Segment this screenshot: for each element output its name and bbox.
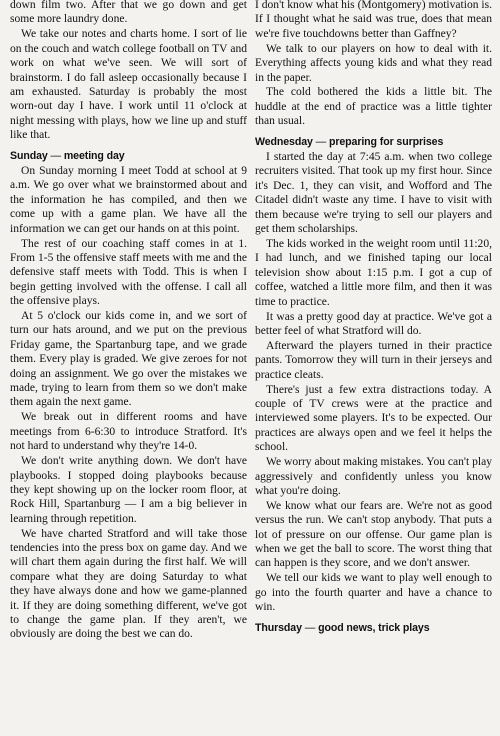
paragraph: I don't know what his (Montgomery) motivation is. If I thought what he said was true, does that mean we're five touchdowns better than Gaffney?: [255, 0, 492, 40]
left-column: [10, 0, 247, 736]
heading-subtitle: meeting day: [63, 149, 125, 162]
heading-day: Sunday: [10, 149, 48, 162]
paragraph: On Sunday morning I meet Todd at school at 9 a.m. We go over what we brainstormed about and the information he has compiled, and then we come up with a game plan. We have all the information we can get our hands on at this point.: [10, 164, 247, 235]
paragraph: We worry about making mistakes. You can't play aggressively and confidently unless you know what you're doing.: [255, 456, 492, 497]
paragraph: Afterward the players turned in their practice pants. Tomorrow they will turn in their jerseys and practice cleats.: [255, 339, 492, 381]
paragraph: We take our notes and charts home. I sort of lie on the couch and watch college football on TV and work on what we've seen. We will sort of brainstorm. I do fall asleep occasionally because I am exhausted. Saturday is probably the most worn-out day I have. I work until 11 o'clock at night messing with plays, how we line up and stuff like that.: [10, 28, 247, 142]
paragraph: At 5 o'clock our kids come in, and we sort of turn our hats around, and we put on the previous Friday game, the Spartanburg tape, and we grade them. Every play is graded. We give zeroes for not doing an assignment. We go over the mistakes we made, trying to learn from them so we don't make them again the next game.: [10, 310, 247, 409]
paragraph: We break out in different rooms and have meetings from 6-6:30 to introduce Stratford. It's not hard to understand why they're 14-0.: [10, 411, 247, 453]
paragraph: There's just a few extra distractions today. A couple of TV crews were at the practice and interviewed some players. It's to be expected. Our practices are always open and we feel it helps the school.: [255, 383, 492, 454]
right-column: [255, 0, 492, 736]
section-heading-wednesday: Wednesday — preparing for surprises: [255, 135, 444, 148]
heading-subtitle: preparing for surprises: [328, 135, 444, 148]
paragraph: The cold bothered the kids a little bit. The huddle at the end of practice was a little tighter than usual.: [255, 86, 492, 128]
heading-day: Thursday: [255, 621, 302, 634]
paragraph: We don't write anything down. We don't have playbooks. I stopped doing playbooks because they kept showing up on the locker room floor, at Rock Hill, Spartanburg — I am a big believer in learning through repetition.: [10, 455, 247, 525]
paragraph: I started the day at 7:45 a.m. when two college recruiters visited. That took up my first hour. Since it's Dec. 1, they can visit, and Wofford and The Citadel didn't waste any time. I have to visit with them because we're trying to sell our players and get them scholarships.: [255, 151, 492, 236]
heading-day: Wednesday: [255, 135, 313, 148]
paragraph: We tell our kids we want to play well enough to go into the fourth quarter and have a chance to win.: [255, 572, 492, 614]
paragraph: The kids worked in the weight room until 11:20, I had lunch, and we finished taping our local television show about 1:15 p.m. I got a cup of coffee, watched a little more film, and then it was time to practice.: [255, 238, 492, 308]
paragraph: down film two. After that we go down and get some more laundry done.: [10, 0, 247, 26]
paragraph: We know what our fears are. We're not as good versus the run. We can't stop anybody. That puts a lot of pressure on our offense. Our game plan is when we get the ball to score. The worst thing that can happen is they score, and we don't answer.: [255, 499, 492, 570]
paragraph: It was a pretty good day at practice. We've got a better feel of what Stratford will do.: [255, 310, 492, 337]
paragraph: We talk to our players on how to deal with it. Everything affects young kids and what they read in the paper.: [255, 42, 492, 84]
paragraph: We have charted Stratford and will take those tendencies into the press box on game day. And we will chart them again during the first half. We will compare what they are doing Saturday to what they have always done and how we game-planned it. If they are doing something different, we've got to change the game plan. If they aren't, we obviously are doing the best we can do.: [10, 527, 247, 641]
paragraph: The rest of our coaching staff comes in at 1. From 1-5 the offensive staff meets with me and the defensive staff meets with Todd. This is when I begin getting involved with the offense. I call all the offensive plays.: [10, 237, 247, 308]
section-heading-thursday: Thursday — good news, trick plays: [255, 621, 430, 634]
heading-subtitle: good news, trick plays: [318, 621, 430, 634]
section-heading-sunday: Sunday — meeting day: [10, 149, 125, 162]
